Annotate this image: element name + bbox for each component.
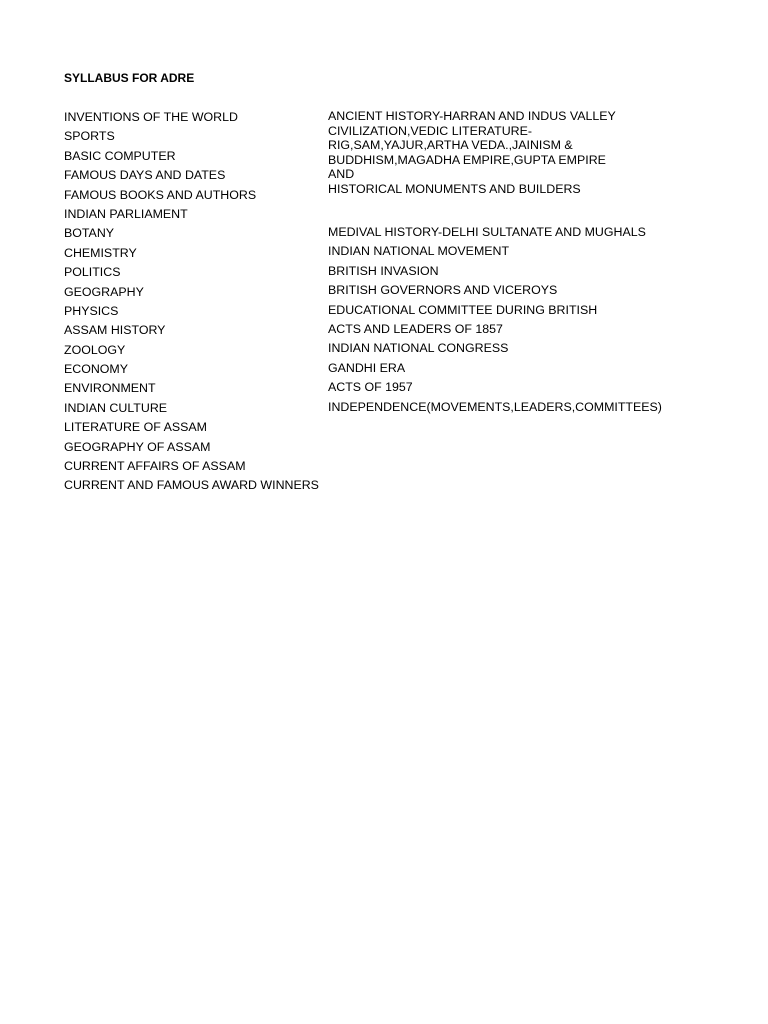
left-topic-list (64, 109, 319, 497)
list-item: BRITISH INVASION (328, 263, 439, 278)
list-item: LITERATURE OF ASSAM (64, 420, 207, 435)
list-item: CURRENT AND FAMOUS AWARD WINNERS (64, 478, 319, 493)
list-item: INDIAN NATIONAL MOVEMENT (328, 244, 510, 259)
list-item-line: HISTORICAL MONUMENTS AND BUILDERS (328, 181, 581, 196)
list-item: CURRENT AFFAIRS OF ASSAM (64, 459, 246, 474)
list-item: ASSAM HISTORY (64, 323, 166, 338)
list-item: INDIAN PARLIAMENT (64, 206, 188, 221)
page-title: SYLLABUS FOR ADRE (64, 71, 195, 85)
list-item-ancient-history (328, 109, 628, 196)
list-item: ZOOLOGY (64, 342, 126, 357)
list-item: INDIAN CULTURE (64, 400, 168, 415)
list-item: INVENTIONS OF THE WORLD (64, 110, 238, 124)
list-item-line: CIVILIZATION,VEDIC LITERATURE- (328, 123, 533, 138)
list-item: ACTS OF 1957 (328, 380, 413, 395)
list-item: MEDIVAL HISTORY-DELHI SULTANATE AND MUGHALS (328, 225, 646, 239)
list-item: PHYSICS (64, 303, 119, 318)
list-item-line: BUDDHISM,MAGADHA EMPIRE,GUPTA EMPIRE AND (328, 152, 606, 181)
list-item: ACTS AND LEADERS OF 1857 (328, 321, 503, 336)
list-item: BASIC COMPUTER (64, 148, 176, 163)
list-item-line: RIG,SAM,YAJUR,ARTHA VEDA.,JAINISM & (328, 138, 573, 152)
list-item: ENVIRONMENT (64, 381, 156, 396)
list-item: BRITISH GOVERNORS AND VICEROYS (328, 283, 558, 298)
list-item: INDEPENDENCE(MOVEMENTS,LEADERS,COMMITTEES) (328, 399, 662, 414)
list-item: POLITICS (64, 265, 121, 280)
list-item: FAMOUS BOOKS AND AUTHORS (64, 187, 257, 202)
list-item: GEOGRAPHY OF ASSAM (64, 439, 211, 454)
list-item: ECONOMY (64, 362, 129, 377)
list-item: EDUCATIONAL COMMITTEE DURING BRITISH (328, 302, 598, 317)
list-item: GEOGRAPHY (64, 284, 144, 299)
list-item: GANDHI ERA (328, 360, 406, 375)
list-item: CHEMISTRY (64, 245, 137, 260)
list-item: BOTANY (64, 226, 115, 241)
list-item: FAMOUS DAYS AND DATES (64, 168, 226, 183)
list-item: SPORTS (64, 129, 115, 144)
list-item: INDIAN NATIONAL CONGRESS (328, 341, 509, 356)
right-topic-list (328, 109, 662, 418)
list-item-line: ANCIENT HISTORY-HARRAN AND INDUS VALLEY (328, 109, 616, 123)
